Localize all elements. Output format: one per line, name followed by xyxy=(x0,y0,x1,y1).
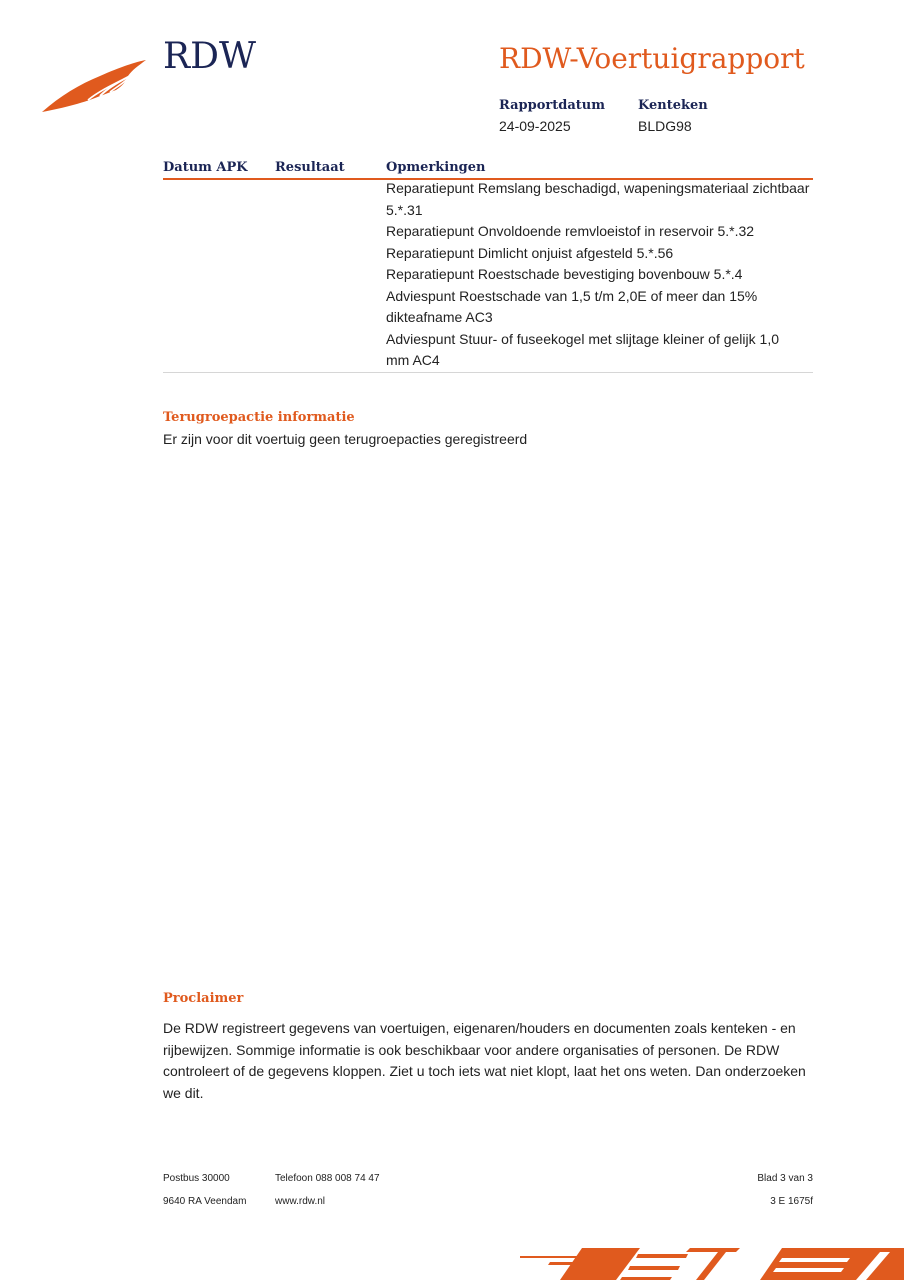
proclaimer-line: De RDW registreert gegevens van voertuigen, eigenaren/houders en documenten zoals kenteken - en xyxy=(163,1020,796,1036)
report-title: RDW-Voertuigrapport xyxy=(499,42,805,75)
remark-line: Reparatiepunt Onvoldoende remvloeistof in reservoir 5.*.32 xyxy=(386,223,755,239)
column-header-result: Resultaat xyxy=(275,160,345,175)
recall-text: Er zijn voor dit voertuig geen terugroepacties geregistreerd xyxy=(163,431,528,447)
table-row-divider xyxy=(163,372,813,373)
column-header-date: Datum APK xyxy=(163,160,248,175)
plate-label: Kenteken xyxy=(638,98,708,113)
footer-phone: Telefoon 088 008 74 47 xyxy=(275,1173,380,1184)
proclaimer-line: controleert of de gegevens kloppen. Ziet u toch iets wat niet klopt, laat het ons weten. Dan onderzoeken xyxy=(163,1063,806,1079)
footer-code: 3 E 1675f xyxy=(770,1196,813,1207)
report-date-label: Rapportdatum xyxy=(499,98,605,113)
column-header-remarks: Opmerkingen xyxy=(386,160,486,175)
remark-line: Reparatiepunt Roestschade bevestiging bovenbouw 5.*.4 xyxy=(386,266,743,282)
remark-line: Reparatiepunt Remslang beschadigd, wapeningsmateriaal zichtbaar xyxy=(386,180,810,196)
plate-value: BLDG98 xyxy=(638,118,692,134)
footer-website[interactable]: www.rdw.nl xyxy=(275,1196,326,1207)
proclaimer-line: we dit. xyxy=(163,1084,204,1101)
remark-line: Reparatiepunt Dimlicht onjuist afgesteld 5.*.56 xyxy=(386,244,674,261)
remark-line: 5.*.31 xyxy=(386,201,423,218)
proclaimer-text xyxy=(163,1018,823,1104)
remark-line: mm AC4 xyxy=(386,352,440,368)
report-date-value: 24-09-2025 xyxy=(499,118,571,134)
rdw-logo-icon xyxy=(40,56,150,116)
brand-name: RDW xyxy=(163,36,256,77)
remarks-list xyxy=(386,178,816,372)
rdw-stripes-icon xyxy=(520,1244,904,1280)
footer-page-number: Blad 3 van 3 xyxy=(757,1173,813,1184)
proclaimer-title: Proclaimer xyxy=(163,991,244,1006)
recall-title: Terugroepactie informatie xyxy=(163,410,355,425)
remark-line: Adviespunt Roestschade van 1,5 t/m 2,0E of meer dan 15% xyxy=(386,287,758,304)
footer-city: 9640 RA Veendam xyxy=(163,1196,247,1207)
footer-postbus: Postbus 30000 xyxy=(163,1173,230,1184)
remark-line: Adviespunt Stuur- of fuseekogel met slijtage kleiner of gelijk 1,0 xyxy=(386,330,779,347)
proclaimer-line: rijbewijzen. Sommige informatie is ook beschikbaar voor andere organisaties of personen. De RDW xyxy=(163,1041,780,1058)
remark-line: dikteafname AC3 xyxy=(386,309,493,325)
